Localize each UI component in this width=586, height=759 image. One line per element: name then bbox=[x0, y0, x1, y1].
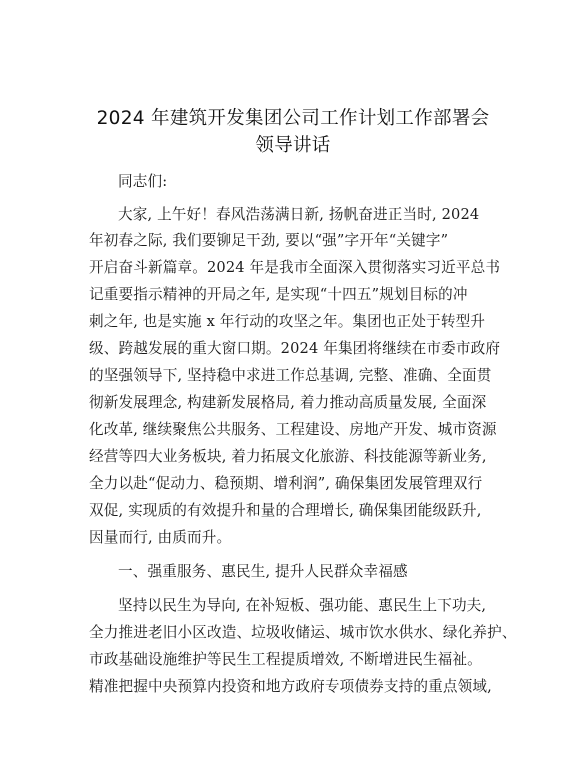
paragraph-1-line: 年初春之际, 我们要铆足干劲, 要以“强”字开年“关键字” bbox=[89, 232, 449, 249]
paragraph-1-line: 级、跨越发展的重大窗口期。2024 年集团将继续在市委市政府 bbox=[89, 340, 501, 357]
paragraph-1-line: 大家, 上午好！春风浩荡满日新, 扬帆奋进正当时, 2024 bbox=[118, 206, 480, 223]
paragraph-1-line: 彻新发展理念, 构建新发展格局, 着力推动高质量发展, 全面深 bbox=[89, 394, 487, 411]
paragraph-1-line: 化改革, 继续聚焦公共服务、工程建设、房地产开发、城市资源 bbox=[89, 421, 497, 438]
paragraph-1-line: 开启奋斗新篇章。2024 年是我市全面深入贯彻落实习近平总书 bbox=[89, 259, 501, 276]
paragraph-2-line: 精准把握中央预算内投资和地方政府专项债券支持的重点领域, bbox=[89, 678, 492, 695]
paragraph-2-line: 坚持以民生为导向, 在补短板、强功能、惠民生上下功夫, bbox=[118, 597, 487, 614]
salutation: 同志们: bbox=[118, 173, 168, 190]
paragraph-1-line: 经营等四大业务板块, 着力拓展文化旅游、科技能源等新业务, bbox=[89, 448, 487, 465]
paragraph-1-line: 因量而行, 由质而升。 bbox=[89, 529, 232, 546]
document-title-line-2: 领导讲话 bbox=[255, 135, 331, 156]
paragraph-1-line: 全力以赴“促动力、稳预期、增利润”, 确保集团发展管理双行 bbox=[89, 475, 483, 492]
paragraph-1-line: 双促, 实现质的有效提升和量的合理增长, 确保集团能级跃升, bbox=[89, 502, 482, 519]
section-1-heading: 一、强重服务、惠民生, 提升人民群众幸福感 bbox=[118, 563, 408, 580]
paragraph-1-line: 的坚强领导下, 坚持稳中求进工作总基调, 完整、准确、全面贯 bbox=[89, 367, 492, 384]
paragraph-2-line: 市政基础设施维护等民生工程提质增效, 不断增进民生福祉。 bbox=[89, 651, 482, 668]
document-title-line-1: 2024 年建筑开发集团公司工作计划工作部署会 bbox=[96, 108, 490, 129]
paragraph-2-line: 全力推进老旧小区改造、垃圾收储运、城市饮水供水、绿化养护、 bbox=[89, 624, 517, 641]
paragraph-1-line: 刺之年, 也是实施 x 年行动的攻坚之年。集团也正处于转型升 bbox=[89, 313, 486, 330]
paragraph-1-line: 记重要指示精神的开局之年, 是实现“十四五”规划目标的冲 bbox=[89, 286, 468, 303]
